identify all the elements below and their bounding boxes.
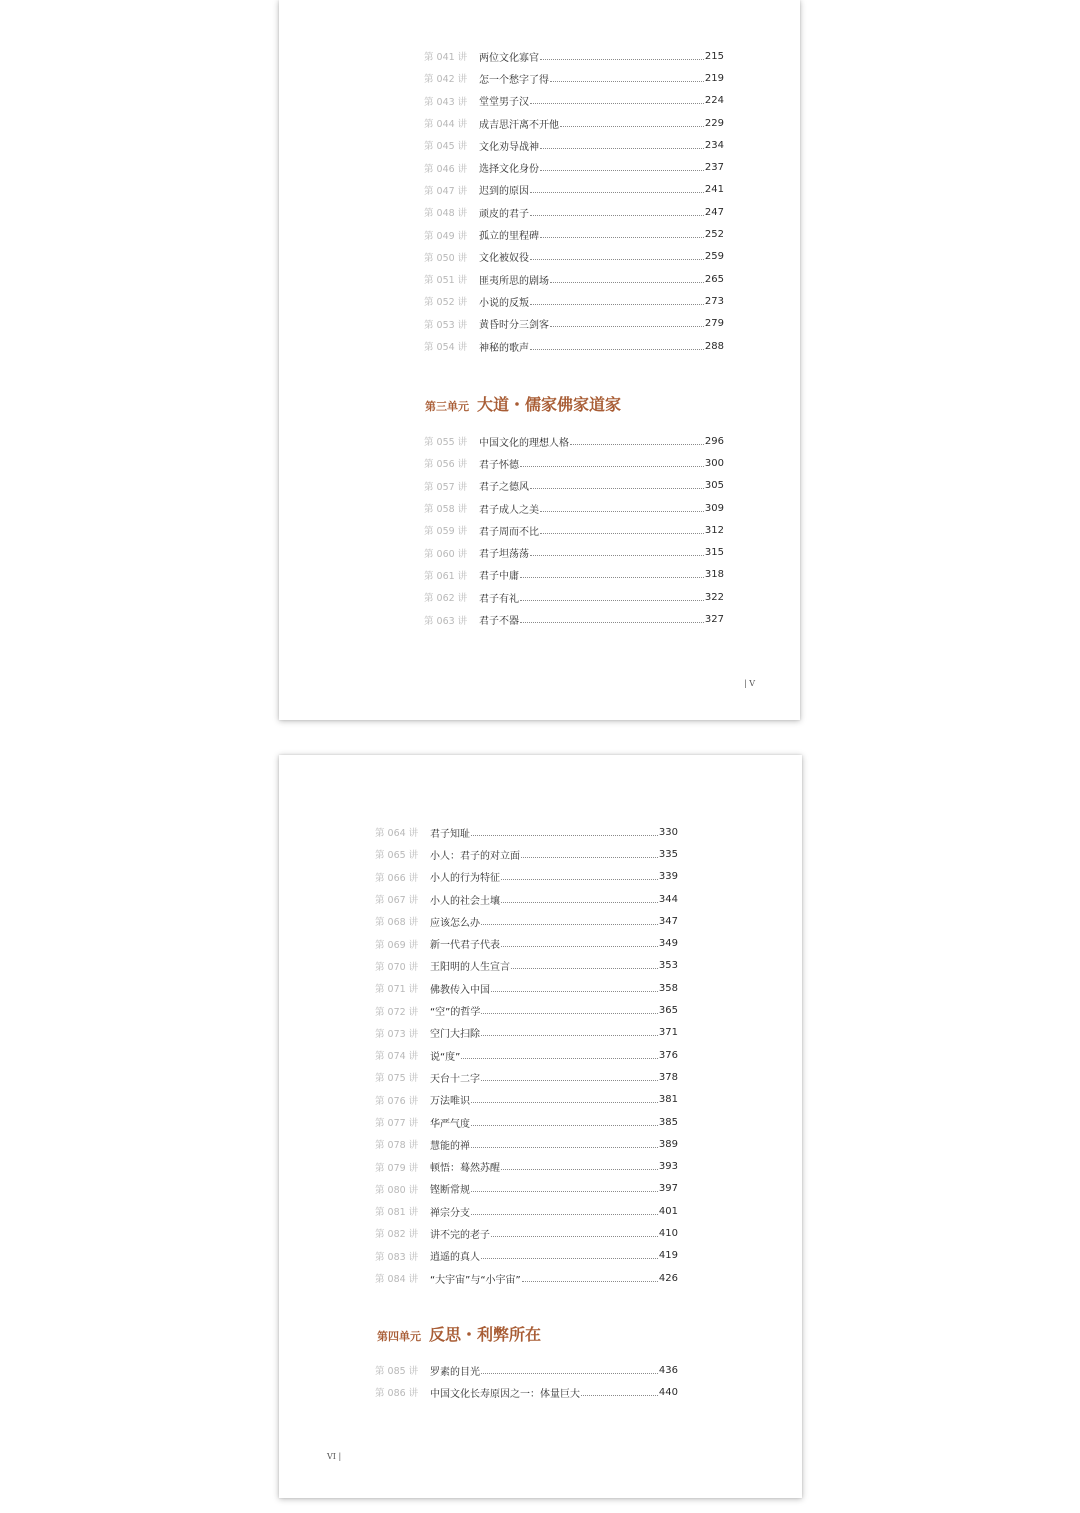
dot-leader	[581, 1395, 658, 1396]
entry-title: 君子周而不比	[479, 526, 539, 538]
toc-entry	[424, 475, 724, 497]
toc-list	[424, 430, 724, 631]
dot-leader	[540, 533, 704, 534]
toc-entry	[424, 134, 724, 156]
lecture-number: 第 060 讲	[424, 548, 468, 560]
lecture-number: 第 051 讲	[424, 275, 468, 287]
dot-leader	[520, 622, 704, 623]
entry-title: 黄昏时分三剑客	[479, 320, 549, 332]
dot-leader	[560, 126, 704, 127]
toc-entry	[424, 586, 724, 608]
toc-entry	[424, 452, 724, 474]
unit-title: 反思・利弊所在	[429, 1325, 542, 1344]
page-ref: 259	[704, 251, 724, 263]
lecture-number: 第 042 讲	[424, 74, 468, 86]
dot-leader	[471, 1147, 658, 1148]
page-ref: 234	[704, 139, 724, 151]
toc-entry	[424, 156, 724, 178]
lecture-number: 第 081 讲	[375, 1207, 419, 1219]
dot-leader	[530, 215, 704, 216]
page-ref: 426	[658, 1272, 678, 1284]
page-ref: 371	[658, 1027, 678, 1039]
toc-entry	[375, 1200, 678, 1222]
entry-title: 文化劝导战神	[479, 141, 539, 153]
entry-title: 成吉思汗离不开他	[479, 119, 559, 131]
toc-entry	[375, 1089, 678, 1111]
toc-entry	[375, 977, 678, 999]
lecture-number: 第 069 讲	[375, 939, 419, 951]
dot-leader	[520, 600, 704, 601]
unit-heading	[377, 1322, 541, 1345]
toc-entry	[375, 1381, 678, 1403]
dot-leader	[540, 170, 704, 171]
dot-leader	[471, 1125, 658, 1126]
lecture-number: 第 076 讲	[375, 1095, 419, 1107]
page-ref: 385	[658, 1116, 678, 1128]
toc-entry	[424, 290, 724, 312]
entry-title: 君子坦荡荡	[479, 549, 529, 561]
lecture-number: 第 074 讲	[375, 1051, 419, 1063]
page-ref: 344	[658, 893, 678, 905]
lecture-number: 第 071 讲	[375, 984, 419, 996]
dot-leader	[501, 902, 658, 903]
lecture-number: 第 065 讲	[375, 850, 419, 862]
page-ref: 381	[658, 1094, 678, 1106]
page-ref: 300	[704, 457, 724, 469]
entry-title: 君子成人之美	[479, 504, 539, 516]
toc-entry	[375, 1155, 678, 1177]
dot-leader	[501, 879, 658, 880]
toc-entry	[375, 1178, 678, 1200]
toc-entry	[424, 223, 724, 245]
dot-leader	[530, 103, 704, 104]
page-ref: 315	[704, 547, 724, 559]
dot-leader	[481, 1080, 658, 1081]
page-ref: 440	[658, 1386, 678, 1398]
toc-entry	[375, 1359, 678, 1381]
toc-entry	[375, 1245, 678, 1267]
dot-leader	[550, 81, 704, 82]
dot-leader	[501, 1169, 658, 1170]
entry-title: 佛教传入中国	[430, 984, 490, 996]
dot-leader	[471, 835, 658, 836]
entry-title: 铿断常规	[430, 1185, 470, 1197]
lecture-number: 第 044 讲	[424, 119, 468, 131]
toc-entry	[375, 1044, 678, 1066]
entry-title: 慧能的禅	[430, 1140, 470, 1152]
dot-leader	[471, 1102, 658, 1103]
toc-entry	[375, 1133, 678, 1155]
lecture-number: 第 082 讲	[375, 1229, 419, 1241]
toc-entry	[424, 67, 724, 89]
dot-leader	[550, 326, 704, 327]
page-ref: 349	[658, 938, 678, 950]
lecture-number: 第 078 讲	[375, 1140, 419, 1152]
dot-leader	[491, 1236, 658, 1237]
dot-leader	[511, 968, 658, 969]
lecture-number: 第 072 讲	[375, 1006, 419, 1018]
entry-title: 迟到的原因	[479, 186, 529, 198]
page-ref: 389	[658, 1138, 678, 1150]
page-ref: 309	[704, 502, 724, 514]
dot-leader	[522, 1281, 658, 1282]
page-ref: 273	[704, 295, 724, 307]
entry-title: 天台十二字	[430, 1073, 480, 1085]
page-ref: 330	[658, 826, 678, 838]
dot-leader	[501, 946, 658, 947]
page-ref: 347	[658, 915, 678, 927]
lecture-number: 第 084 讲	[375, 1274, 419, 1286]
entry-title: 华严气度	[430, 1118, 470, 1130]
page-ref: 305	[704, 480, 724, 492]
lecture-number: 第 054 讲	[424, 342, 468, 353]
toc-entry	[375, 1222, 678, 1244]
page-ref: 215	[704, 50, 724, 62]
lecture-number: 第 056 讲	[424, 459, 468, 471]
toc-entry	[375, 955, 678, 977]
entry-title: 君子有礼	[479, 593, 519, 605]
toc-entry	[375, 1022, 678, 1044]
dot-leader	[481, 1035, 658, 1036]
entry-title: 神秘的歌声	[479, 342, 529, 354]
page-ref: 322	[704, 591, 724, 603]
dot-leader	[530, 488, 704, 489]
toc-entry	[375, 821, 678, 843]
entry-title: 小人的社会土壤	[430, 895, 500, 907]
page-ref: 365	[658, 1005, 678, 1017]
toc-entry	[375, 843, 678, 865]
entry-title: 两位文化寡官	[479, 52, 539, 64]
toc-entry	[424, 564, 724, 586]
dot-leader	[530, 304, 704, 305]
toc-list	[375, 821, 678, 1289]
toc-entry	[375, 999, 678, 1021]
book-page-vi	[279, 755, 802, 1498]
entry-title: 君子中庸	[479, 571, 519, 583]
lecture-number: 第 059 讲	[424, 526, 468, 538]
lecture-number: 第 061 讲	[424, 570, 468, 582]
page-ref: 296	[704, 435, 724, 447]
entry-title: 罗素的目光	[430, 1366, 480, 1378]
dot-leader	[530, 349, 704, 350]
entry-title: 顿悟：蓦然苏醒	[430, 1163, 500, 1175]
entry-title: 小人的行为特征	[430, 873, 500, 885]
entry-title: 顽皮的君子	[479, 208, 529, 220]
unit-heading	[425, 392, 621, 415]
dot-leader	[491, 991, 658, 992]
lecture-number: 第 063 讲	[424, 615, 468, 627]
page-number: VI |	[327, 1452, 342, 1461]
dot-leader	[520, 577, 704, 578]
lecture-number: 第 075 讲	[375, 1073, 419, 1085]
toc-entry	[424, 268, 724, 290]
dot-leader	[530, 259, 704, 260]
entry-title: “空”的哲学	[430, 1007, 481, 1019]
toc-entry	[375, 888, 678, 910]
entry-title: 中国文化的理想人格	[479, 437, 569, 449]
dot-leader	[481, 924, 658, 925]
entry-title: 应该怎么办	[430, 917, 480, 929]
dot-leader	[570, 444, 704, 445]
lecture-number: 第 086 讲	[375, 1388, 419, 1400]
toc-entry	[424, 608, 724, 630]
page-ref: 224	[704, 95, 724, 107]
toc-entry	[375, 1267, 678, 1289]
lecture-number: 第 057 讲	[424, 481, 468, 493]
page-ref: 327	[704, 614, 724, 626]
toc-list	[424, 45, 724, 357]
page-ref: 265	[704, 273, 724, 285]
entry-title: 选择文化身份	[479, 164, 539, 176]
lecture-number: 第 050 讲	[424, 252, 468, 264]
lecture-number: 第 077 讲	[375, 1118, 419, 1129]
page-ref: 401	[658, 1205, 678, 1217]
lecture-number: 第 068 讲	[375, 917, 419, 929]
lecture-number: 第 043 讲	[424, 96, 468, 108]
dot-leader	[521, 857, 658, 858]
entry-title: 君子知耻	[430, 828, 470, 840]
dot-leader	[481, 1373, 658, 1374]
lecture-number: 第 062 讲	[424, 593, 468, 605]
toc-entry	[424, 201, 724, 223]
entry-title: 禅宗分支	[430, 1207, 470, 1219]
toc-entry	[375, 932, 678, 954]
toc-entry	[424, 519, 724, 541]
lecture-number: 第 049 讲	[424, 230, 468, 242]
entry-title: 中国文化长寿原因之一：体量巨大	[430, 1388, 580, 1400]
lecture-number: 第 073 讲	[375, 1028, 419, 1040]
entry-title: 讲不完的老子	[430, 1229, 490, 1241]
page-number: | V	[744, 679, 756, 688]
toc-entry	[424, 313, 724, 335]
toc-entry	[424, 179, 724, 201]
entry-title: 空门大扫除	[430, 1029, 480, 1041]
dot-leader	[530, 192, 704, 193]
dot-leader	[540, 237, 704, 238]
page-ref: 252	[704, 229, 724, 241]
toc-entry	[375, 1066, 678, 1088]
entry-title: 小人：君子的对立面	[430, 850, 520, 862]
lecture-number: 第 070 讲	[375, 961, 419, 973]
page-ref: 288	[704, 340, 724, 352]
lecture-number: 第 045 讲	[424, 141, 468, 153]
toc-entry	[424, 112, 724, 134]
toc-entry	[375, 866, 678, 888]
page-ref: 393	[658, 1161, 678, 1173]
page-ref: 229	[704, 117, 724, 129]
entry-title: 文化被奴役	[479, 253, 529, 265]
page-ref: 219	[704, 72, 724, 84]
page-ref: 397	[658, 1183, 678, 1195]
dot-leader	[481, 1013, 658, 1014]
page-ref: 237	[704, 162, 724, 174]
page-ref: 358	[658, 982, 678, 994]
entry-title: 说“度”	[430, 1051, 461, 1063]
page-ref: 339	[658, 871, 678, 883]
dot-leader	[471, 1214, 658, 1215]
entry-title: 堂堂男子汉	[479, 97, 529, 109]
toc-entry	[424, 45, 724, 67]
dot-leader	[550, 282, 704, 283]
toc-entry	[424, 430, 724, 452]
toc-entry	[424, 497, 724, 519]
page-ref: 353	[658, 960, 678, 972]
lecture-number: 第 055 讲	[424, 437, 468, 449]
unit-title: 大道・儒家佛家道家	[477, 395, 622, 414]
page-ref: 247	[704, 206, 724, 218]
unit-label: 第三单元	[425, 400, 469, 413]
entry-title: 逍遥的真人	[430, 1252, 480, 1264]
lecture-number: 第 047 讲	[424, 185, 468, 197]
lecture-number: 第 064 讲	[375, 828, 419, 840]
page-ref: 241	[704, 184, 724, 196]
page-ref: 318	[704, 569, 724, 581]
book-page-v	[279, 0, 800, 720]
entry-title: 万法唯识	[430, 1096, 470, 1108]
entry-title: 君子不器	[479, 616, 519, 628]
toc-entry	[424, 90, 724, 112]
page-ref: 419	[658, 1250, 678, 1262]
lecture-number: 第 079 讲	[375, 1162, 419, 1174]
entry-title: 王阳明的人生宣言	[430, 962, 510, 974]
lecture-number: 第 080 讲	[375, 1184, 419, 1196]
entry-title: 孤立的里程碑	[479, 231, 539, 243]
lecture-number: 第 083 讲	[375, 1251, 419, 1263]
page-ref: 376	[658, 1049, 678, 1061]
toc-entry	[375, 1111, 678, 1133]
lecture-number: 第 066 讲	[375, 872, 419, 884]
toc-entry	[375, 910, 678, 932]
entry-title: 怎一个愁字了得	[479, 74, 549, 86]
page-ref: 410	[658, 1227, 678, 1239]
entry-title: 小说的反叛	[479, 297, 529, 309]
page-ref: 279	[704, 318, 724, 330]
page-ref: 312	[704, 524, 724, 536]
page-ref: 436	[658, 1364, 678, 1376]
toc-list	[375, 1359, 678, 1404]
dot-leader	[540, 59, 704, 60]
toc-entry	[424, 335, 724, 357]
entry-title: 新一代君子代表	[430, 940, 500, 952]
lecture-number: 第 085 讲	[375, 1366, 419, 1378]
lecture-number: 第 052 讲	[424, 297, 468, 309]
entry-title: “大宇宙”与“小宇宙”	[430, 1274, 521, 1286]
dot-leader	[461, 1058, 658, 1059]
page-ref: 335	[658, 848, 678, 860]
toc-entry	[424, 246, 724, 268]
lecture-number: 第 041 讲	[424, 52, 468, 64]
page-ref: 378	[658, 1071, 678, 1083]
entry-title: 君子之德风	[479, 482, 529, 494]
lecture-number: 第 067 讲	[375, 895, 419, 907]
dot-leader	[471, 1191, 658, 1192]
entry-title: 匪夷所思的剧场	[479, 275, 549, 287]
entry-title: 君子怀德	[479, 459, 519, 471]
lecture-number: 第 048 讲	[424, 208, 468, 220]
lecture-number: 第 058 讲	[424, 504, 468, 516]
toc-entry	[424, 541, 724, 563]
dot-leader	[520, 466, 704, 467]
dot-leader	[540, 511, 704, 512]
dot-leader	[481, 1258, 658, 1259]
dot-leader	[530, 555, 704, 556]
lecture-number: 第 053 讲	[424, 319, 468, 331]
dot-leader	[540, 148, 704, 149]
unit-label: 第四单元	[377, 1330, 421, 1343]
lecture-number: 第 046 讲	[424, 163, 468, 175]
